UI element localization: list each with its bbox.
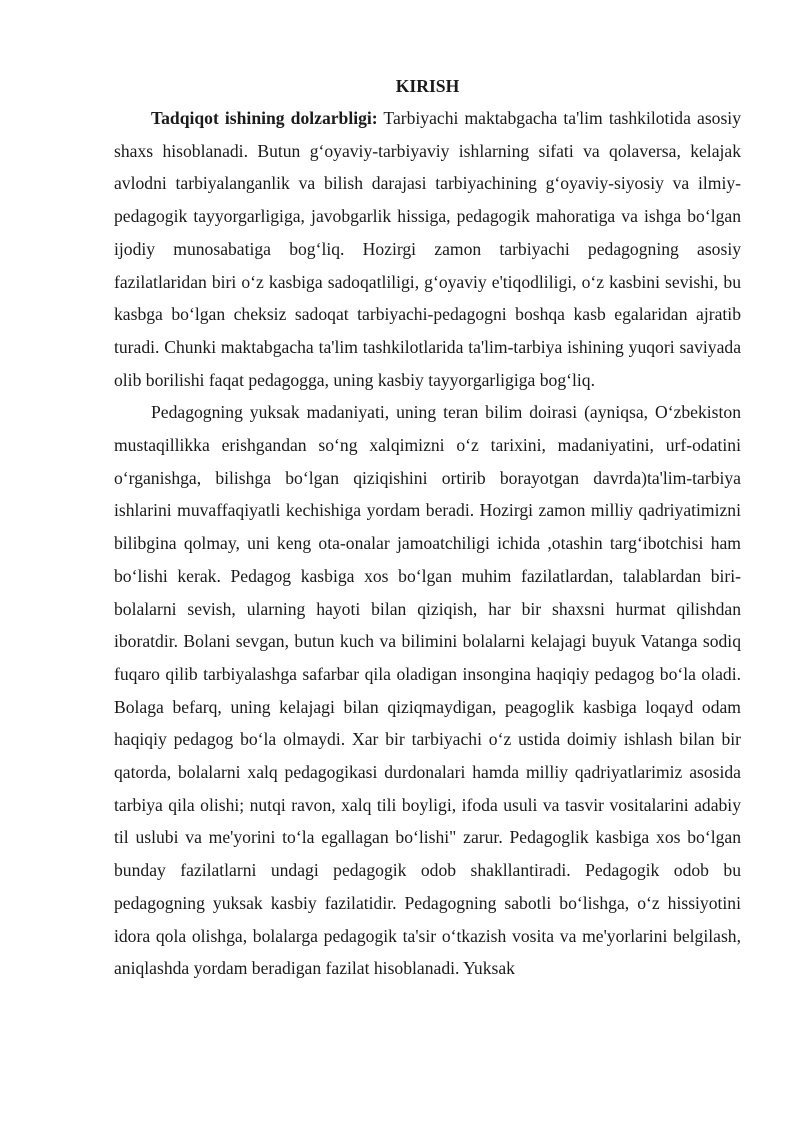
paragraph-body: Tarbiyachi maktabgacha ta'lim tashkilotida asosiy shaxs hisoblanadi. Butun g‘oyaviy-tarbiyaviy ishlarning sifati va qolaversa, kelajak avlodni tarbiyalanganlik va bilish darajasi tarbiyachining g‘oyaviy-siyosiy va ilmiy-pedagogik tayyorgarligiga, javobgarlik hissiga, pedagogik mahoratiga va ishga bo‘lgan ijodiy munosabatiga bog‘liq. Hozirgi zamon tarbiyachi pedagogning asosiy fazilatlaridan biri o‘z kasbiga sadoqatliligi, g‘oyaviy e'tiqodliligi, o‘z kasbini sevishi, bu kasbga bo‘lgan cheksiz sadoqat tarbiyachi-pedagogni boshqa kasb egalaridan ajratib turadi. Chunki maktabgacha ta'lim tashkilotlarida ta'lim-tarbiya ishining yuqori saviyada olib borilishi faqat pedagogga, uning kasbiy tayyorgarligiga bog‘liq. bbox=[114, 108, 741, 390]
document-page bbox=[114, 73, 741, 985]
paragraph-relevance bbox=[114, 102, 741, 396]
paragraph-culture: Pedagogning yuksak madaniyati, uning teran bilim doirasi (ayniqsa, O‘zbekiston mustaqillikka erishgandan so‘ng xalqimizni o‘z tarixini, madaniyatini, urf-odatini o‘rganishga, bilishga bo‘lgan qiziqishini ortirib borayotgan davrda)ta'lim-tarbiya ishlarini muvaffaqiyatli kechishiga yordam beradi. Hozirgi zamon milliy qadriyatimizni bilibgina qolmay, uni keng ota-onalar jamoatchiligi ichida ,otashin targ‘ibotchisi ham bo‘lishi kerak. Pedagog kasbiga xos bo‘lgan muhim fazilatlardan, talablardan biri- bolalarni sevish, ularning hayoti bilan qiziqish, har bir shaxsni hurmat qilishdan iboratdir. Bolani sevgan, butun kuch va bilimini bolalarni kelajagi buyuk Vatanga sodiq fuqaro qilib tarbiyalashga safarbar qila oladigan insongina haqiqiy pedagog bo‘la oladi. Bolaga befarq, uning kelajagi bilan qiziqmaydigan, peagoglik kasbiga loqayd odam haqiqiy pedagog bo‘la olmaydi. Xar bir tarbiyachi o‘z ustida doimiy ishlash bilan bir qatorda, bolalarni xalq pedagogikasi durdonalari hamda milliy qadriyatlarimiz asosida tarbiya qila olishi; nutqi ravon, xalq tili boyligi, ifoda usuli va tasvir vositalarini adabiy til uslubi va me'yorini to‘la egallagan bo‘lishi" zarur. Pedagoglik kasbiga xos bo‘lgan bunday fazilatlarni undagi pedagogik odob shakllantiradi. Pedagogik odob bu pedagogning yuksak kasbiy fazilatidir. Pedagogning sabotli bo‘lishga, o‘z hissiyotini idora qola olishga, bolalarga pedagogik ta'sir o‘tkazish vosita va me'yorlarini belgilash, aniqlashda yordam beradigan fazilat hisoblanadi. Yuksak bbox=[114, 402, 741, 979]
paragraph-lead: Tadqiqot ishining dolzarbligi: bbox=[151, 108, 378, 128]
section-heading: KIRISH bbox=[395, 76, 460, 96]
